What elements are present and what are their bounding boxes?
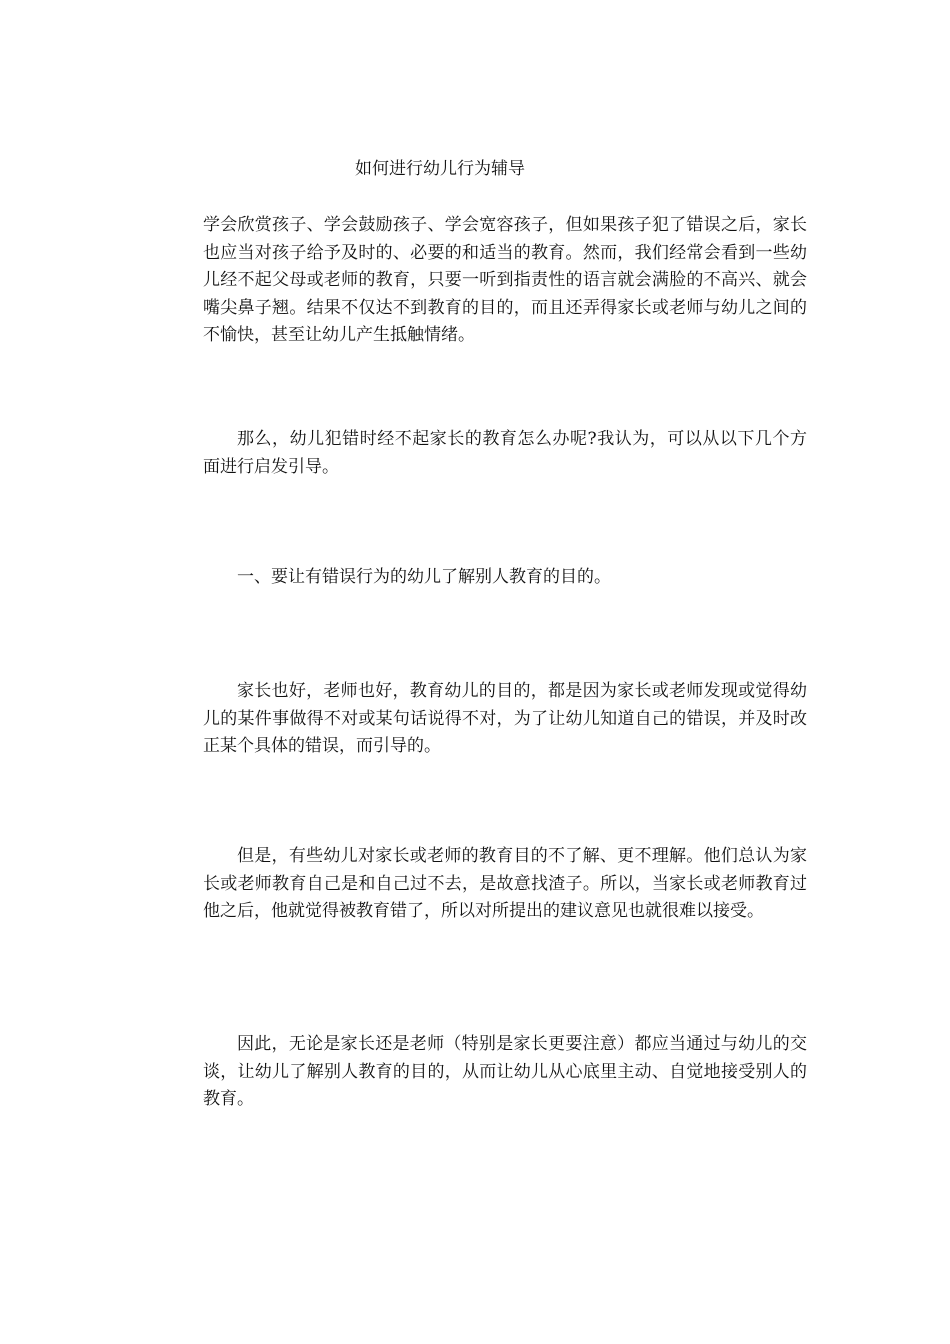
paragraph-intro: 学会欣赏孩子、学会鼓励孩子、学会宽容孩子，但如果孩子犯了错误之后，家长也应当对孩子给予及时的、必要的和适当的教育。然而，我们经常会看到一些幼儿经不起父母或老师的教育，只要一听到指责性的语言就会满脸的不高兴、就会嘴尖鼻子翘。结果不仅达不到教育的目的，而且还弄得家长或老师与幼儿之间的不愉快，甚至让幼儿产生抵触情绪。 (203, 215, 807, 345)
document-title: 如何进行幼儿行为辅导 (355, 159, 525, 179)
paragraph-conclusion: 因此，无论是家长还是老师（特别是家长更要注意）都应当通过与幼儿的交谈，让幼儿了解别人教育的目的，从而让幼儿从心底里主动、自觉地接受别人的教育。 (203, 1034, 807, 1109)
section-heading-1: 一、要让有错误行为的幼儿了解别人教育的目的。 (237, 567, 611, 587)
paragraph-purpose: 家长也好，老师也好，教育幼儿的目的，都是因为家长或老师发现或觉得幼儿的某件事做得不对或某句话说得不对，为了让幼儿知道自己的错误，并及时改正某个具体的错误，而引导的。 (203, 681, 807, 756)
paragraph-question: 那么，幼儿犯错时经不起家长的教育怎么办呢?我认为，可以从以下几个方面进行启发引导。 (203, 429, 807, 477)
paragraph-misunderstanding: 但是，有些幼儿对家长或老师的教育目的不了解、更不理解。他们总认为家长或老师教育自己是和自己过不去，是故意找渣子。所以，当家长或老师教育过他之后，他就觉得被教育错了，所以对所提出的建议意见也就很难以接受。 (203, 846, 807, 921)
